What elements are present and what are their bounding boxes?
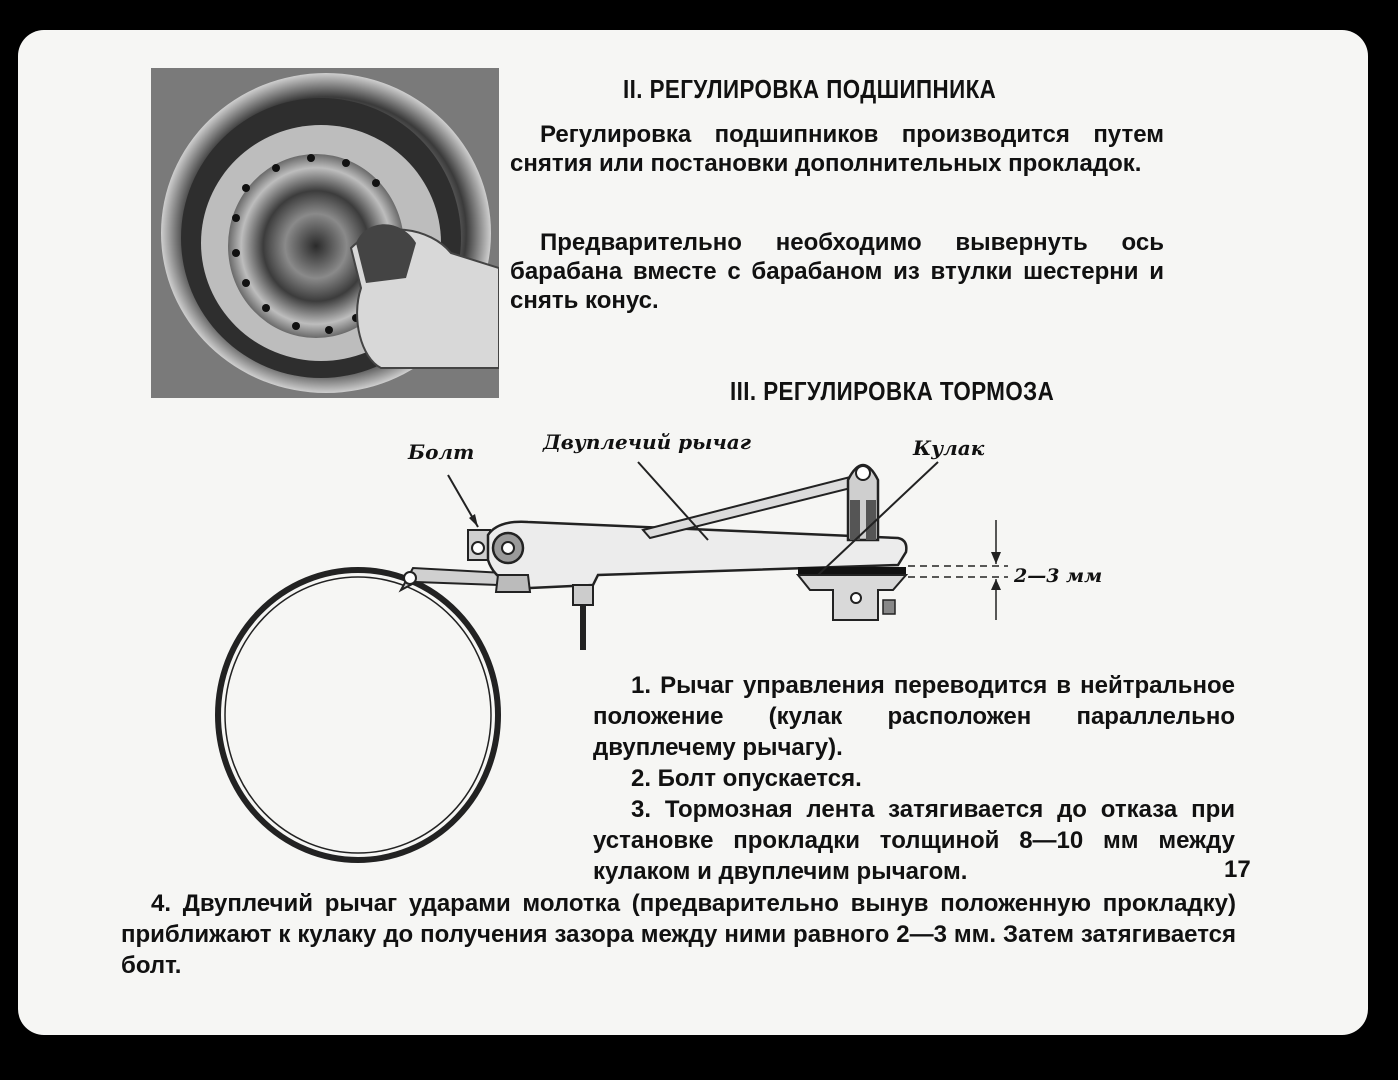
step-1: 1. Рычаг управления переводится в нейтральное положение (кулак расположен параллельно двуплечему рычагу). — [593, 672, 1235, 761]
control-rod — [643, 475, 863, 538]
cam — [798, 567, 906, 620]
bolt-assembly — [468, 530, 490, 560]
bearing-paragraph-1: Регулировка подшипников производится путем снятия или постановки дополнительных прокладок. — [510, 121, 1164, 177]
brake-steps — [593, 670, 1235, 887]
step-2: 2. Болт опускается. — [631, 765, 862, 792]
brake-band — [218, 570, 498, 860]
step-4: 4. Двуплечий рычаг ударами молотка (предварительно вынув положенную прокладку) приближают к кулаку до получения зазора между ними равного 2—3 мм. Затем затягивается болт. — [121, 890, 1236, 979]
page-number: 17 — [1224, 856, 1251, 883]
section-3-heading: III. РЕГУЛИРОВКА ТОРМОЗА — [730, 376, 1055, 406]
bearing-paragraph-2: Предварительно необходимо вывернуть ось барабана вместе с барабаном из втулки шестерни и снять конус. — [510, 229, 1164, 314]
step-3: 3. Тормозная лента затягивается до отказа при установке прокладки толщиной 8—10 мм между кулаком и двуплечим рычагом. — [593, 796, 1235, 885]
label-two-arm-lever: Двуплечий рычаг — [543, 430, 751, 454]
label-cam: Кулак — [913, 436, 985, 460]
label-bolt: Болт — [408, 440, 475, 464]
cam-bracket — [848, 465, 878, 540]
section-2-heading: II. РЕГУЛИРОВКА ПОДШИПНИКА — [623, 74, 997, 104]
slide — [18, 30, 1368, 1035]
label-gap: 2—3 мм — [1014, 565, 1103, 587]
